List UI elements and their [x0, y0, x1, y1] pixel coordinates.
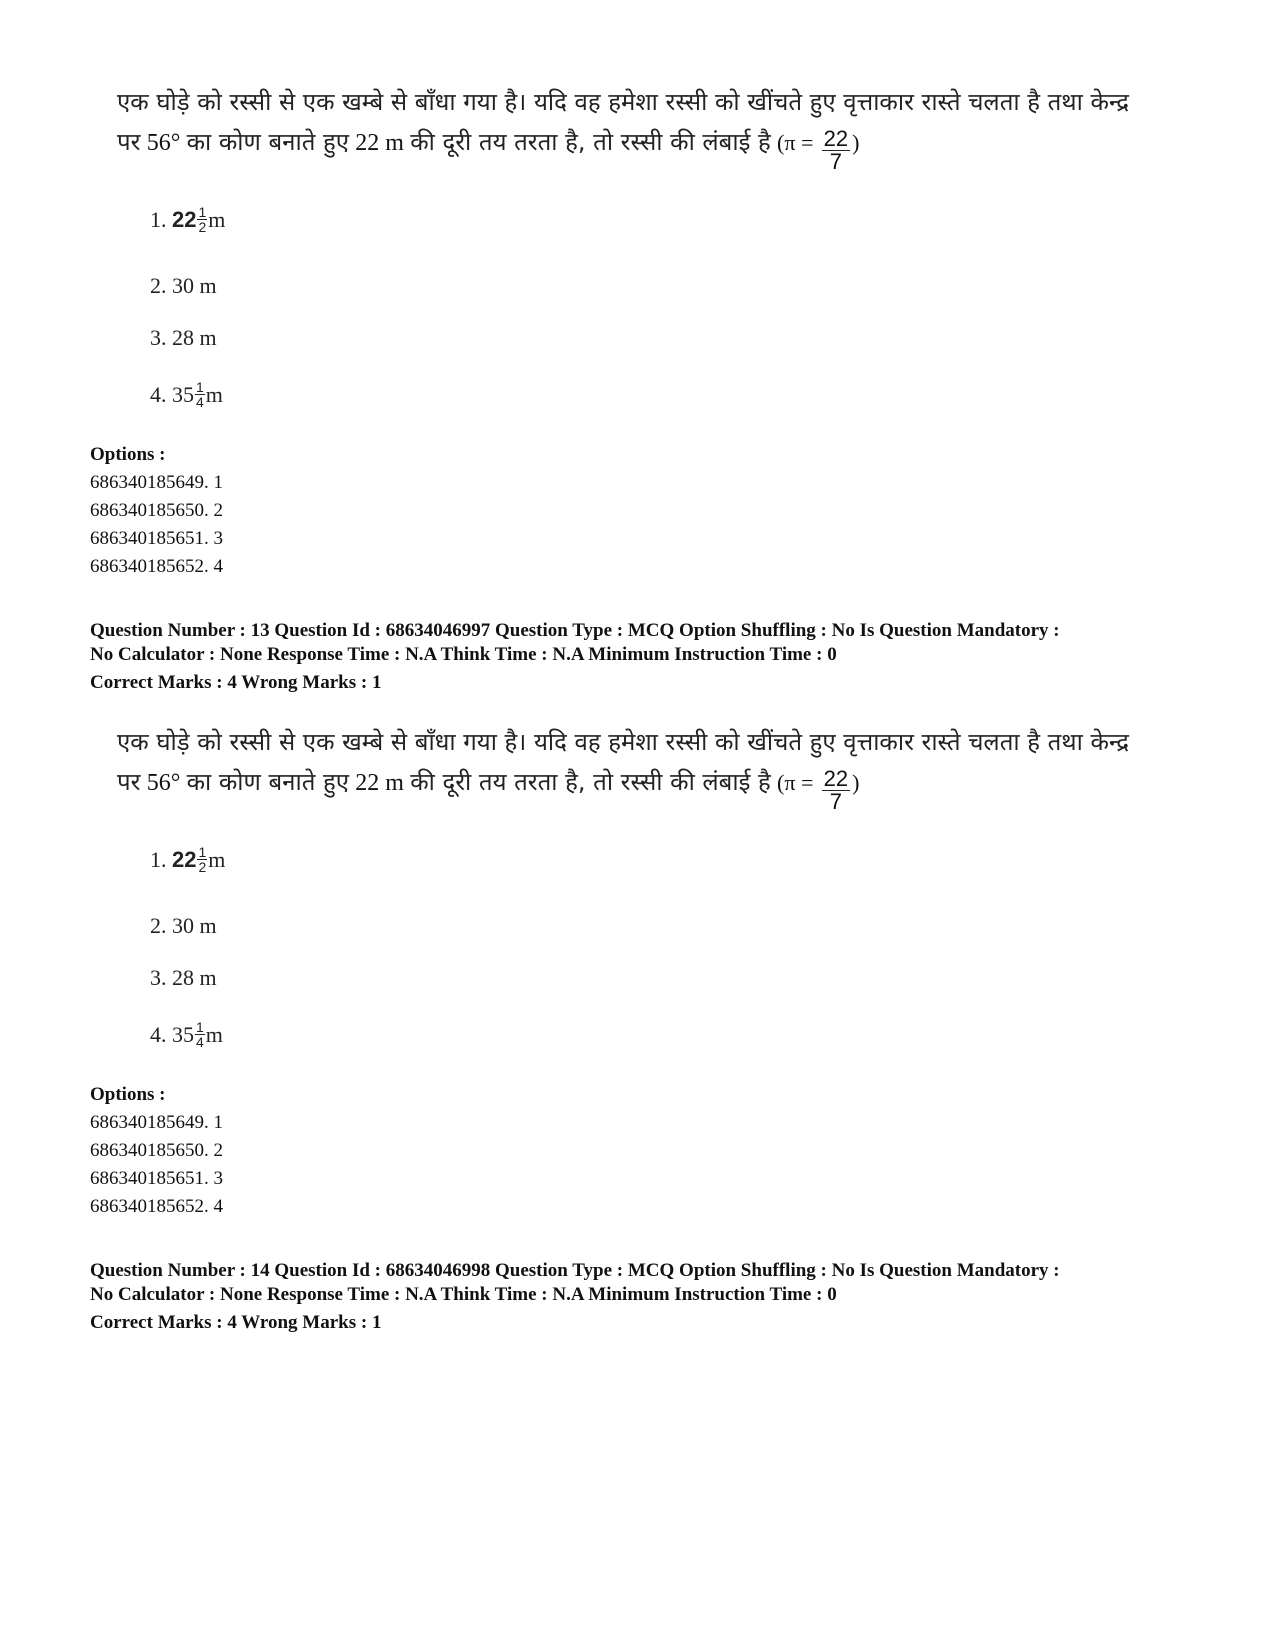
question-line-2 — [117, 762, 1197, 814]
question-meta-line: No Calculator : None Response Time : N.A Think Time : N.A Minimum Instruction Time : 0 — [90, 644, 837, 665]
pi-label: (π = — [777, 770, 814, 796]
answer-option-2: 2. 30 m — [150, 913, 217, 938]
pi-fraction: $\frac{22}{7}$ — [823, 766, 849, 814]
question-text-part: पर — [117, 128, 141, 157]
answer-option-4: 4. 35 $\frac{1}{4}$ m — [150, 379, 223, 410]
options-header: Options : — [90, 444, 166, 465]
pi-fraction: $\frac{22}{7}$ — [823, 126, 849, 174]
fraction: $\frac{1}{4}$ — [196, 1019, 204, 1050]
distance-value: 22 m — [355, 770, 404, 797]
pi-label: (π = — [777, 130, 814, 156]
options-header: Options : — [90, 1084, 166, 1105]
fraction: $\frac{1}{2}$ — [198, 844, 207, 875]
answer-option-1: 1. 22 $\frac{1}{2}$ m — [150, 844, 226, 875]
answer-option-1: 1. 22 $\frac{1}{2}$ m — [150, 204, 226, 235]
option-id: 686340185650. 2 — [90, 1140, 223, 1161]
question-text-part: पर — [117, 768, 141, 797]
question-meta — [90, 1259, 1190, 1335]
question-text-part: की दूरी तय तरता है, तो रस्सी की लंबाई है — [410, 128, 771, 157]
pi-close: ) — [852, 130, 860, 156]
fraction: $\frac{1}{2}$ — [198, 204, 207, 235]
distance-value: 22 m — [355, 130, 404, 157]
question-text-part: की दूरी तय तरता है, तो रस्सी की लंबाई है — [410, 768, 771, 797]
marks-line: Correct Marks : 4 Wrong Marks : 1 — [90, 672, 382, 693]
question-meta-line: Question Number : 14 Question Id : 68634046998 Question Type : MCQ Option Shuffling : No Is Question Mandatory : — [90, 1260, 1060, 1281]
option-id: 686340185652. 4 — [90, 1196, 223, 1217]
options-list — [90, 441, 223, 581]
question-line-1: एक घोड़े को रस्सी से एक खम्बे से बाँधा गया है। यदि वह हमेशा रस्सी को खींचते हुए वृत्ताकार रास्ते चलता है तथा केन्द्र — [117, 88, 1130, 116]
question-line-2 — [117, 122, 1197, 174]
question-text — [117, 82, 1197, 174]
question-line-1: एक घोड़े को रस्सी से एक खम्बे से बाँधा गया है। यदि वह हमेशा रस्सी को खींचते हुए वृत्ताकार रास्ते चलता है तथा केन्द्र — [117, 728, 1130, 756]
pi-close: ) — [852, 770, 860, 796]
question-text — [117, 722, 1197, 814]
option-id: 686340185650. 2 — [90, 500, 223, 521]
question-text-part: का कोण बनाते हुए — [186, 768, 350, 797]
marks-line: Correct Marks : 4 Wrong Marks : 1 — [90, 1312, 382, 1333]
option-id: 686340185649. 1 — [90, 472, 223, 493]
question-meta-line: No Calculator : None Response Time : N.A Think Time : N.A Minimum Instruction Time : 0 — [90, 1284, 837, 1305]
question-meta — [90, 619, 1190, 695]
answer-option-4: 4. 35 $\frac{1}{4}$ m — [150, 1019, 223, 1050]
option-id: 686340185652. 4 — [90, 556, 223, 577]
option-id: 686340185651. 3 — [90, 1168, 223, 1189]
answer-option-2: 2. 30 m — [150, 273, 217, 298]
option-id: 686340185651. 3 — [90, 528, 223, 549]
angle-value: 56° — [146, 130, 181, 157]
options-list — [90, 1081, 223, 1221]
option-id: 686340185649. 1 — [90, 1112, 223, 1133]
fraction: $\frac{1}{4}$ — [196, 379, 204, 410]
answer-option-3: 3. 28 m — [150, 965, 217, 990]
question-meta-line: Question Number : 13 Question Id : 68634046997 Question Type : MCQ Option Shuffling : No Is Question Mandatory : — [90, 620, 1060, 641]
angle-value: 56° — [146, 770, 181, 797]
answer-option-3: 3. 28 m — [150, 325, 217, 350]
question-text-part: का कोण बनाते हुए — [186, 128, 350, 157]
